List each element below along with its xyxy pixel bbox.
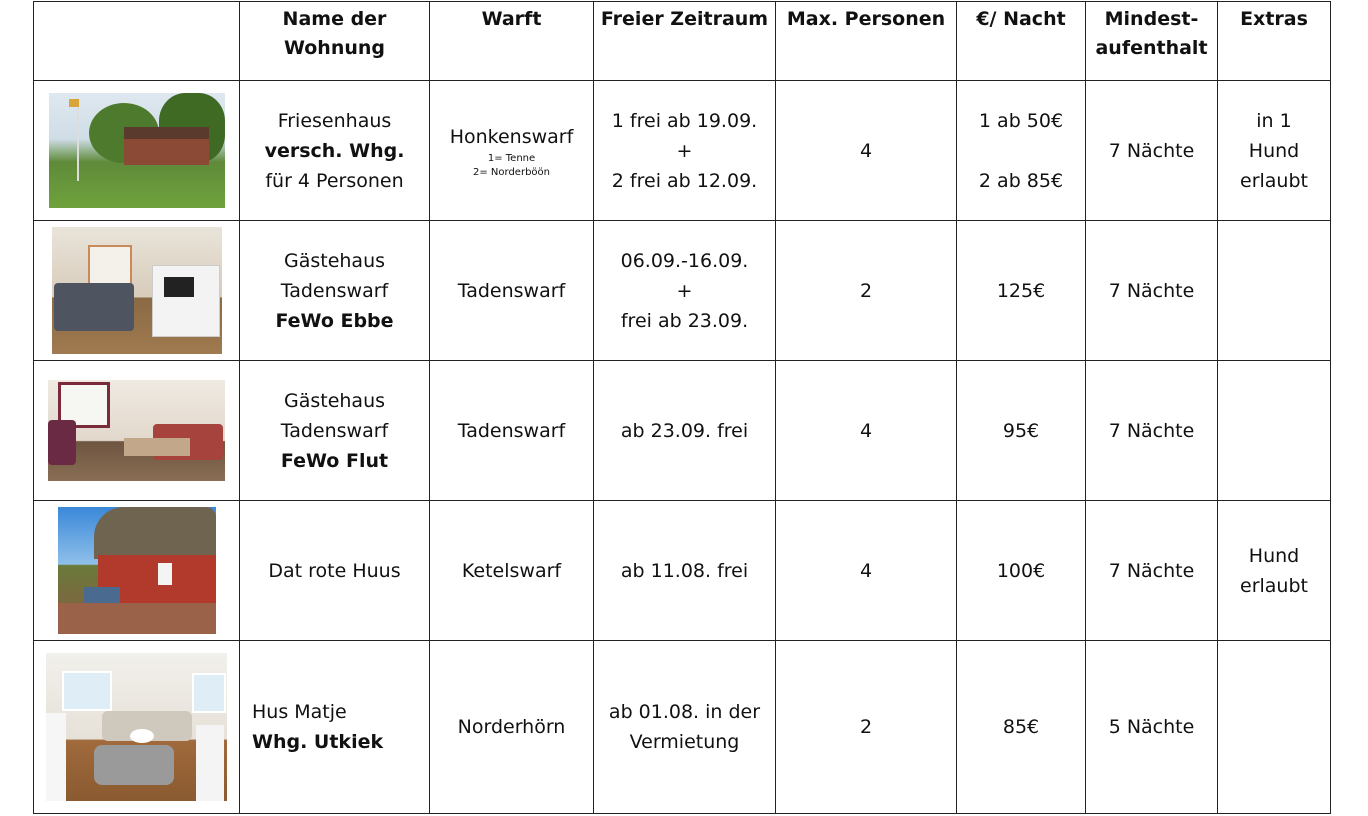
extras-cell: in 1 Hund erlaubt xyxy=(1218,81,1331,221)
table-row xyxy=(34,641,1331,814)
preis-cell: 100€ xyxy=(957,501,1086,641)
extras-cell: Hund erlaubt xyxy=(1218,501,1331,641)
header-personen: Max. Personen xyxy=(776,2,957,81)
warft-cell: Tadenswarf xyxy=(430,221,594,361)
extras-cell xyxy=(1218,221,1331,361)
table-row xyxy=(34,361,1331,501)
zeitraum-cell: 06.09.-16.09. + frei ab 23.09. xyxy=(594,221,776,361)
table-row xyxy=(34,501,1331,641)
name-cell: Gästehaus Tadenswarf FeWo Flut xyxy=(240,361,430,501)
extras-cell xyxy=(1218,641,1331,814)
header-zeitraum: Freier Zeitraum xyxy=(594,2,776,81)
header-row xyxy=(34,2,1331,81)
header-image xyxy=(34,2,240,81)
name-cell: Hus Matje Whg. Utkiek xyxy=(240,641,430,814)
name-cell: Gästehaus Tadenswarf FeWo Ebbe xyxy=(240,221,430,361)
preis-cell: 95€ xyxy=(957,361,1086,501)
aufenthalt-cell: 7 Nächte xyxy=(1086,81,1218,221)
preis-cell: 125€ xyxy=(957,221,1086,361)
header-name: Name der Wohnung xyxy=(240,2,430,81)
aufenthalt-cell: 5 Nächte xyxy=(1086,641,1218,814)
name-cell: Dat rote Huus xyxy=(240,501,430,641)
table-row xyxy=(34,81,1331,221)
zeitraum-cell: 1 frei ab 19.09. + 2 frei ab 12.09. xyxy=(594,81,776,221)
header-warft: Warft xyxy=(430,2,594,81)
warft-cell: Honkenswarf 1= Tenne 2= Norderböön xyxy=(430,81,594,221)
fewo-flut-photo xyxy=(48,380,225,481)
photo-cell xyxy=(34,501,240,641)
zeitraum-cell: ab 11.08. frei xyxy=(594,501,776,641)
preis-cell: 1 ab 50€ 2 ab 85€ xyxy=(957,81,1086,221)
apartment-table xyxy=(33,1,1331,814)
aufenthalt-cell: 7 Nächte xyxy=(1086,501,1218,641)
photo-cell xyxy=(34,641,240,814)
header-extras: Extras xyxy=(1218,2,1331,81)
friesenhaus-photo xyxy=(49,93,225,208)
zeitraum-cell: ab 01.08. in der Vermietung xyxy=(594,641,776,814)
warft-cell: Ketelswarf xyxy=(430,501,594,641)
warft-cell: Tadenswarf xyxy=(430,361,594,501)
rote-huus-photo xyxy=(58,507,216,634)
photo-cell xyxy=(34,361,240,501)
zeitraum-cell: ab 23.09. frei xyxy=(594,361,776,501)
photo-cell xyxy=(34,81,240,221)
aufenthalt-cell: 7 Nächte xyxy=(1086,361,1218,501)
extras-cell xyxy=(1218,361,1331,501)
utkiek-photo xyxy=(46,653,227,801)
personen-cell: 4 xyxy=(776,501,957,641)
warft-cell: Norderhörn xyxy=(430,641,594,814)
personen-cell: 2 xyxy=(776,641,957,814)
header-aufenthalt: Mindest- aufenthalt xyxy=(1086,2,1218,81)
aufenthalt-cell: 7 Nächte xyxy=(1086,221,1218,361)
photo-cell xyxy=(34,221,240,361)
personen-cell: 4 xyxy=(776,81,957,221)
fewo-ebbe-photo xyxy=(52,227,222,354)
table-row xyxy=(34,221,1331,361)
personen-cell: 4 xyxy=(776,361,957,501)
name-cell: Friesenhaus versch. Whg. für 4 Personen xyxy=(240,81,430,221)
personen-cell: 2 xyxy=(776,221,957,361)
preis-cell: 85€ xyxy=(957,641,1086,814)
header-preis: €/ Nacht xyxy=(957,2,1086,81)
